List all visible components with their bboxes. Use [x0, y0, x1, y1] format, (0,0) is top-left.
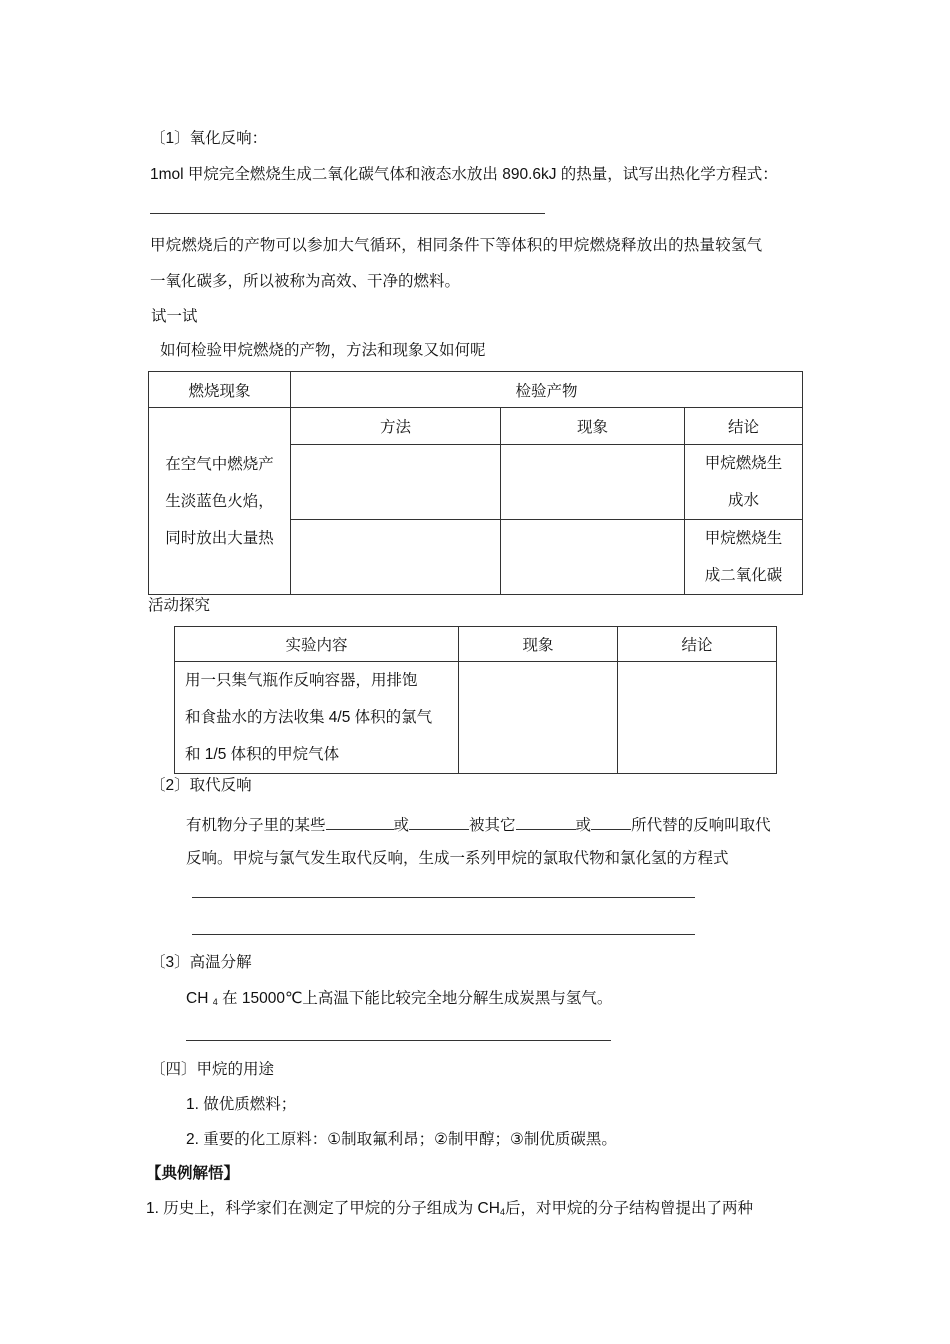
- example-question-1: [146, 1199, 753, 1222]
- phenomenon-line: 在空气中燃烧产: [165, 455, 274, 473]
- formula-subscript: 4: [212, 997, 218, 1007]
- conclusion-cell-2: [685, 520, 803, 595]
- answer-line: [192, 934, 695, 935]
- conclusion-line: 成水: [728, 492, 760, 509]
- section-3-text: [186, 989, 612, 1012]
- section-2-paragraph-2: 反响。甲烷与氯气发生取代反响，生成一系列甲烷的氯取代物和氯化氢的方程式: [186, 850, 729, 867]
- usage-item-2: 2. 重要的化工原料：①制取氟利昂；②制甲醇；③制优质碳黑。: [186, 1131, 617, 1148]
- decomposition-text: 在 15000℃上高温下能比较完全地分解生成炭黑与氢气。: [222, 990, 613, 1007]
- header-method: 方法: [291, 408, 501, 445]
- usage-item-1: 1. 做优质燃料；: [186, 1096, 297, 1113]
- section-3-heading: 〔3〕高温分解: [150, 954, 252, 971]
- text-segment: 有机物分子里的某些: [186, 817, 326, 834]
- observe-cell: [459, 662, 618, 774]
- answer-line: [192, 897, 695, 898]
- observe-cell-2: [501, 520, 685, 595]
- formula-ch: CH: [186, 990, 209, 1007]
- method-cell-1: [291, 445, 501, 520]
- text-segment: 被其它: [469, 817, 516, 834]
- section-2-heading: 〔2〕取代反响: [150, 777, 252, 794]
- question-text: 后，对甲烷的分子结构曾提出了两种: [504, 1200, 753, 1217]
- fill-blank[interactable]: [409, 813, 469, 830]
- header-content: 实验内容: [175, 627, 459, 662]
- section-1-paragraph: 1mol 甲烷完全燃烧生成二氧化碳气体和液态水放出 890.6kJ 的热量，试写出热化学方程式：: [150, 166, 778, 183]
- section-2-paragraph-1: [186, 813, 771, 836]
- header-phenomenon: 燃烧现象: [149, 372, 291, 408]
- conclusion-line: 成二氧化碳: [704, 567, 783, 584]
- examples-heading: 【典例解悟】: [146, 1165, 240, 1182]
- fill-blank[interactable]: [591, 813, 631, 830]
- observe-cell-1: [501, 445, 685, 520]
- section-1-paragraph-2b: 一氧化碳多，所以被称为高效、干净的燃料。: [150, 273, 461, 290]
- answer-line: [150, 213, 545, 214]
- content-line: 和食盐水的方法收集 4/5 体积的氯气: [185, 709, 433, 726]
- header-conclusion: 结论: [618, 627, 777, 662]
- activity-table: [174, 626, 777, 774]
- header-observe: 现象: [459, 627, 618, 662]
- text-segment: 所代替的反响叫取代: [631, 817, 771, 834]
- section-1-paragraph-2a: 甲烷燃烧后的产物可以参加大气循环，相同条件下等体积的甲烷燃烧释放出的热量较氢气: [150, 237, 763, 254]
- conclusion-line: 甲烷燃烧生: [704, 530, 783, 547]
- try-question: 如何检验甲烷燃烧的产物，方法和现象又如何呢: [160, 342, 486, 359]
- fill-blank[interactable]: [516, 813, 576, 830]
- phenomenon-line: 生淡蓝色火焰，: [165, 492, 274, 510]
- answer-line: [186, 1040, 611, 1041]
- header-conclusion: 结论: [685, 408, 803, 445]
- question-text: 1. 历史上，科学家们在测定了甲烷的分子组成为 CH: [146, 1200, 500, 1217]
- content-line: 用一只集气瓶作反响容器，用排饱: [185, 672, 418, 689]
- conclusion-cell: [618, 662, 777, 774]
- conclusion-line: 甲烷燃烧生: [704, 455, 783, 472]
- section-1-heading: 〔1〕氧化反响：: [150, 130, 268, 147]
- fill-blank[interactable]: [326, 813, 394, 830]
- text-segment: 或: [575, 817, 592, 834]
- method-cell-2: [291, 520, 501, 595]
- activity-title: 活动探究: [148, 597, 211, 614]
- phenomenon-cell: [149, 408, 291, 595]
- formula-subscript: 4: [499, 1207, 505, 1217]
- combustion-check-table: [148, 371, 803, 595]
- section-4-heading: 〔四〕甲烷的用途: [150, 1061, 275, 1078]
- content-cell: [175, 662, 459, 774]
- content-line: 和 1/5 体积的甲烷气体: [185, 746, 340, 763]
- phenomenon-line: 同时放出大量热: [165, 529, 274, 547]
- conclusion-cell-1: [685, 445, 803, 520]
- header-check-products: 检验产物: [291, 372, 803, 408]
- text-segment: 或: [393, 817, 410, 834]
- try-title: 试一试: [151, 308, 198, 325]
- header-observe: 现象: [501, 408, 685, 445]
